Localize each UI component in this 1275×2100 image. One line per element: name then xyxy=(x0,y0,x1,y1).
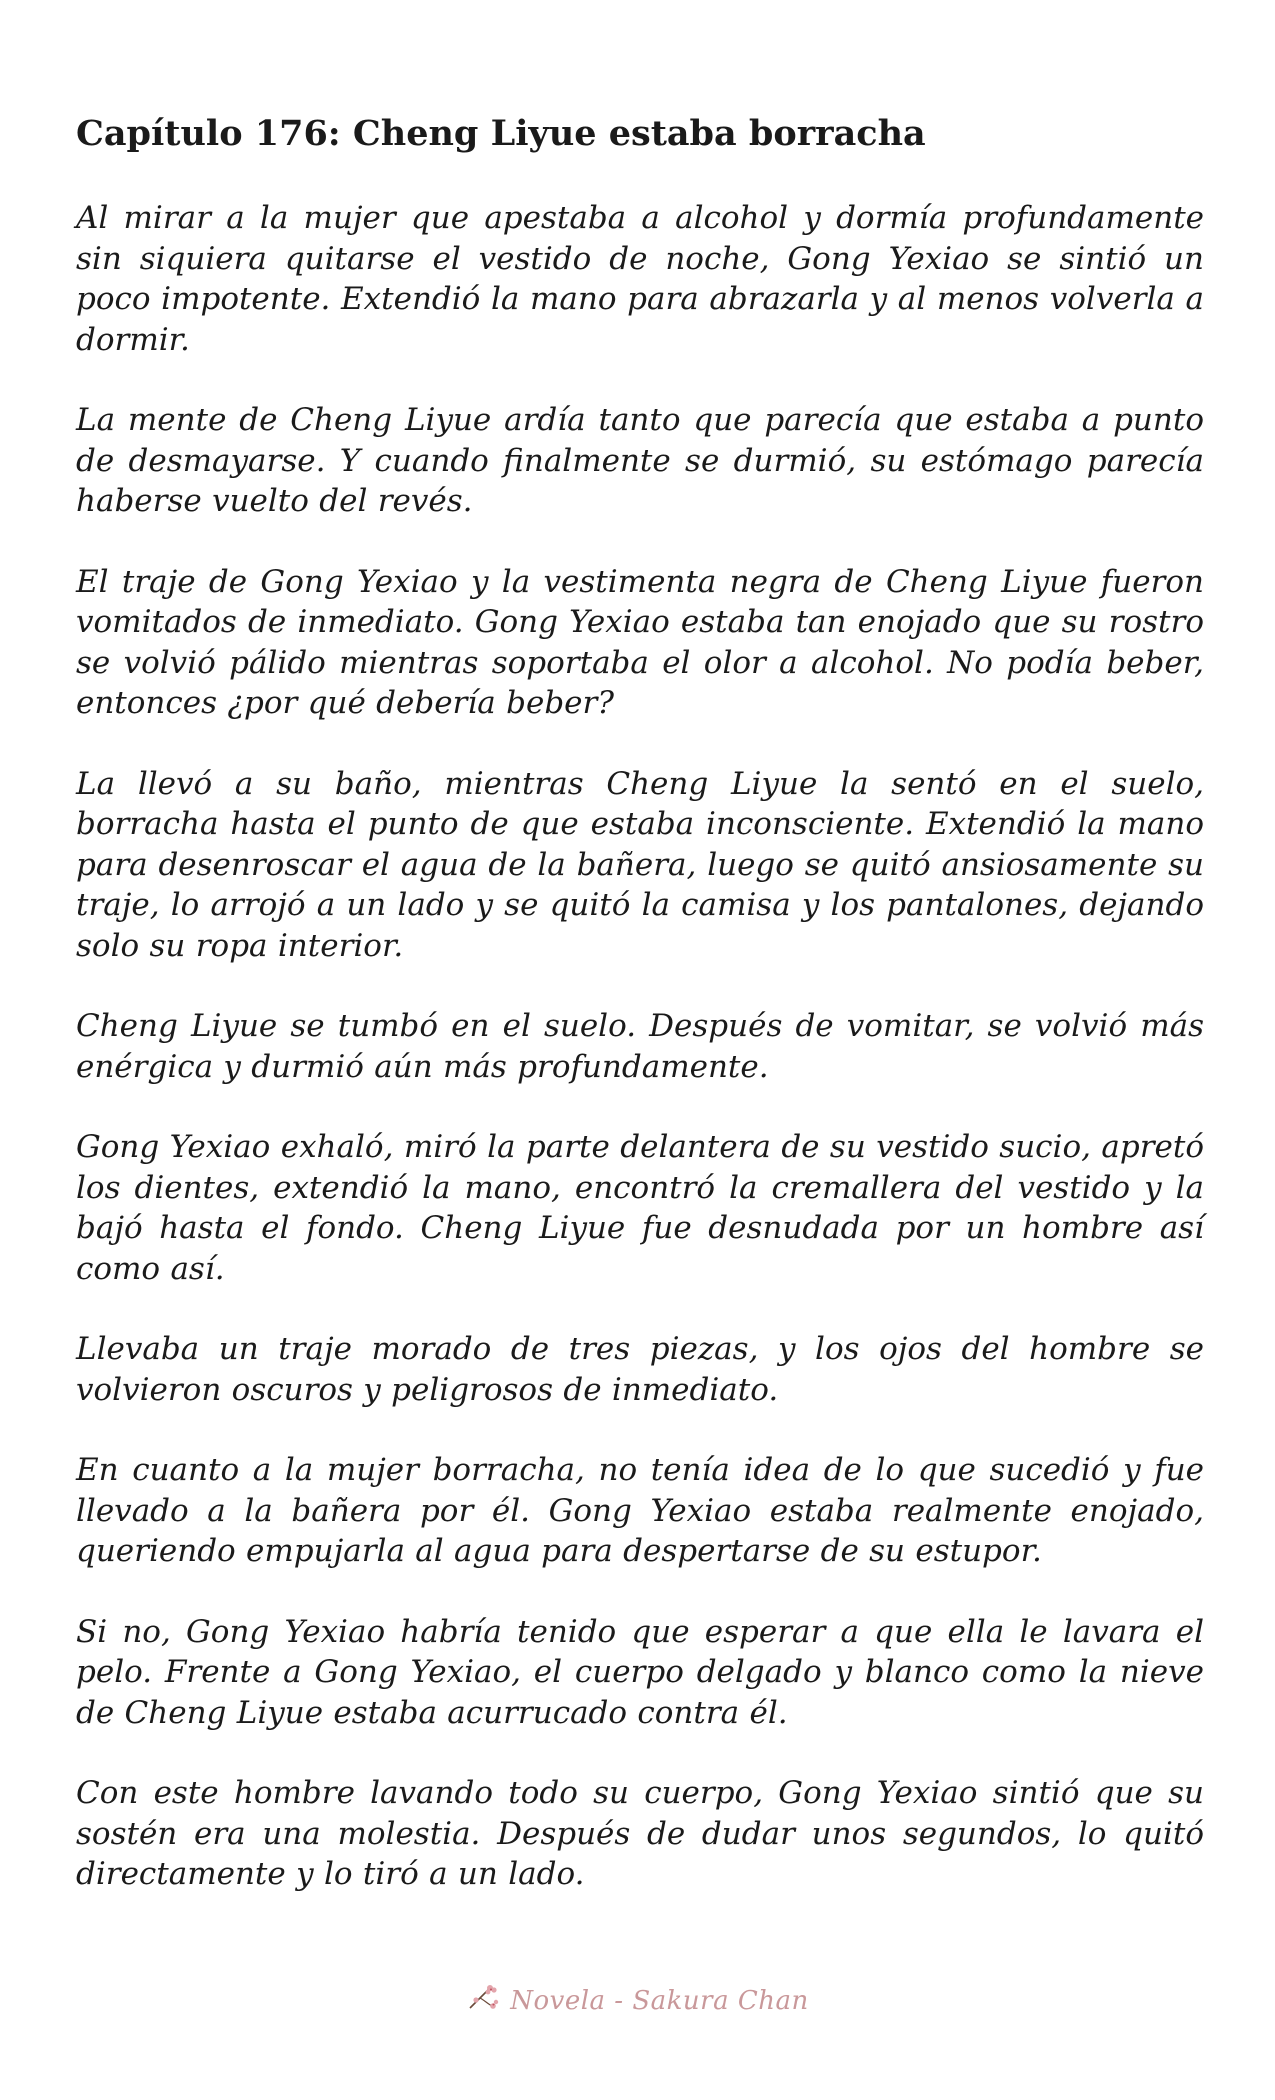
paragraph: La mente de Cheng Liyue ardía tanto que parecía que estaba a punto de desmayarse. Y cuando finalmente se durmió, su estómago parecía haberse vuelto del revés. xyxy=(76,402,1204,519)
watermark xyxy=(466,1982,809,2019)
paragraph: En cuanto a la mujer borracha, no tenía idea de lo que sucedió y fue llevado a la bañera por él. Gong Yexiao estaba realmente enojado, queriendo empujarla al agua para despertarse de su estupor. xyxy=(76,1452,1204,1569)
watermark-footer xyxy=(0,1982,1275,2019)
chapter-title: Capítulo 176: Cheng Liyue estaba borracha xyxy=(76,113,926,154)
paragraph: Cheng Liyue se tumbó en el suelo. Después de vomitar, se volvió más enérgica y durmió aún más profundamente. xyxy=(76,1008,1204,1085)
chapter-body xyxy=(76,198,1204,1895)
paragraph: Si no, Gong Yexiao habría tenido que esperar a que ella le lavara el pelo. Frente a Gong Yexiao, el cuerpo delgado y blanco como la nieve de Cheng Liyue estaba acurrucado contra él. xyxy=(76,1613,1204,1731)
paragraph: Al mirar a la mujer que apestaba a alcohol y dormía profundamente sin siquiera quitarse el vestido de noche, Gong Yexiao se sintió un poco impotente. Extendió la mano para abrazarla y al menos volverla a dormir. xyxy=(76,200,1204,358)
watermark-text: Novela - Sakura Chan xyxy=(510,1985,809,2016)
paragraph: Llevaba un traje morado de tres piezas, y los ojos del hombre se volvieron oscuros y peligrosos de inmediato. xyxy=(76,1331,1204,1408)
paragraph: Con este hombre lavando todo su cuerpo, Gong Yexiao sintió que su sostén era una molestia. Después de dudar unos segundos, lo quitó directamente y lo tiró a un lado. xyxy=(76,1775,1204,1892)
paragraph: El traje de Gong Yexiao y la vestimenta negra de Cheng Liyue fueron vomitados de inmediato. Gong Yexiao estaba tan enojado que su rostro se volvió pálido mientras soportaba el olor a alcohol. No podía beber, entonces ¿por qué debería beber? xyxy=(76,563,1204,721)
paragraph: Gong Yexiao exhaló, miró la parte delantera de su vestido sucio, apretó los dientes, extendió la mano, encontró la cremallera del vestido y la bajó hasta el fondo. Cheng Liyue fue desnudada por un hombre así como así. xyxy=(76,1129,1204,1287)
chapter-page xyxy=(76,112,1204,1935)
paragraph: La llevó a su baño, mientras Cheng Liyue la sentó en el suelo, borracha hasta el punto de que estaba inconsciente. Extendió la mano para desenroscar el agua de la bañera, luego se quitó ansiosamente su traje, lo arrojó a un lado y se quitó la camisa y los pantalones, dejando solo su ropa interior. xyxy=(76,765,1204,964)
sakura-blossom-icon xyxy=(466,1982,502,2019)
